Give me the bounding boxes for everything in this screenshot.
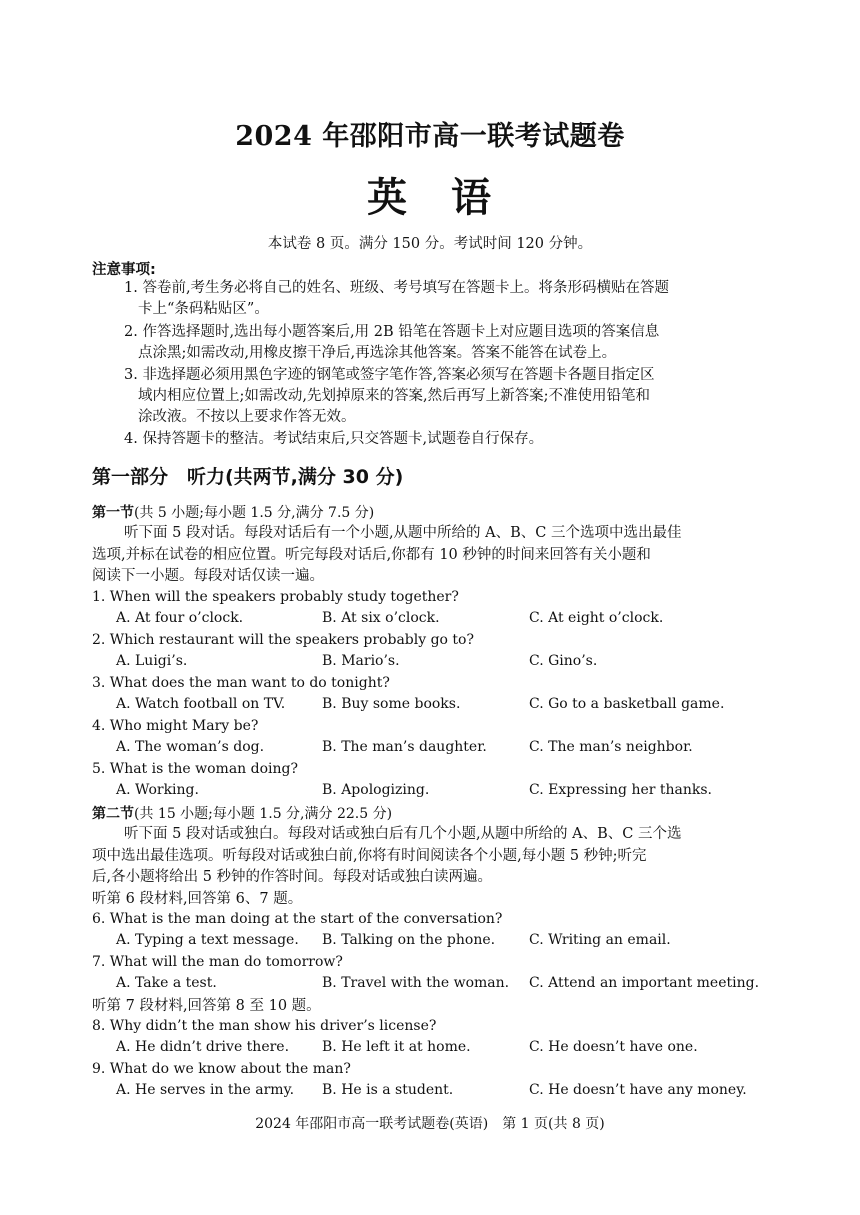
option-b: B. He is a student. [322,1082,454,1098]
section1-instruction: 选项,并标在试卷的相应位置。听完每段对话后,你都有 10 秒钟的时间来回答有关小题和 [92,547,651,563]
part1-heading: 第一部分 听力(共两节,满分 30 分) [92,466,404,488]
section1-instruction: 听下面 5 段对话。每段对话后有一个小题,从题中所给的 A、B、C 三个选项中选出最佳 [124,525,682,541]
section1-heading-rest: (共 5 小题;每小题 1.5 分,满分 7.5 分) [134,505,375,521]
option-a: A. At four o’clock. [116,610,244,626]
notice-heading: 注意事项: [92,262,156,278]
notice-line: 域内相应位置上;如需改动,先划掉原来的答案,然后再写上新答案;不准使用铅笔和 [138,388,650,404]
question-8: 8. Why didn’t the man show his driver’s license? [92,1018,437,1034]
page-footer: 2024 年邵阳市高一联考试题卷(英语) 第 1 页(共 8 页) [255,1116,605,1132]
section2-heading [92,803,392,823]
section2-heading-rest: (共 15 小题;每小题 1.5 分,满分 22.5 分) [134,806,393,822]
option-a: A. Typing a text message. [116,932,299,948]
question-2: 2. Which restaurant will the speakers probably go to? [92,632,474,648]
option-c: C. At eight o’clock. [529,610,664,626]
subject-title: 英 语 [367,174,493,221]
question-1: 1. When will the speakers probably study together? [92,589,459,605]
notice-line: 3. 非选择题必须用黑色字迹的钢笔或签字笔作答,答案必须写在答题卡各题目指定区 [124,367,655,383]
section2-heading-bold: 第二节 [92,806,134,822]
question-7: 7. What will the man do tomorrow? [92,954,343,970]
option-b: B. Buy some books. [322,696,461,712]
question-6: 6. What is the man doing at the start of the conversation? [92,911,503,927]
question-9: 9. What do we know about the man? [92,1061,351,1077]
section1-heading-bold: 第一节 [92,505,134,521]
option-c: C. He doesn’t have one. [529,1039,698,1055]
option-b: B. Talking on the phone. [322,932,496,948]
option-a: A. Working. [116,782,199,798]
notice-line: 4. 保持答题卡的整洁。考试结束后,只交答题卡,试题卷自行保存。 [124,431,544,447]
notice-line: 涂改液。不按以上要求作答无效。 [138,409,356,425]
section2-instruction: 项中选出最佳选项。听每段对话或独白前,你将有时间阅读各个小题,每小题 5 秒钟;听完 [92,848,647,864]
option-a: A. The woman’s dog. [116,739,265,755]
option-b: B. Mario’s. [322,653,400,669]
option-b: B. Travel with the woman. [322,975,510,991]
notice-line: 2. 作答选择题时,选出每小题答案后,用 2B 铅笔在答题卡上对应题目选项的答案信息 [124,324,660,340]
option-b: B. He left it at home. [322,1039,471,1055]
question-5: 5. What is the woman doing? [92,761,298,777]
option-b: B. At six o’clock. [322,610,440,626]
question-4: 4. Who might Mary be? [92,718,259,734]
option-a: A. Watch football on TV. [116,696,286,712]
notice-line: 卡上“条码粘贴区”。 [138,301,269,317]
option-a: A. Luigi’s. [116,653,188,669]
option-a: A. He serves in the army. [116,1082,295,1098]
notice-line: 点涂黑;如需改动,用橡皮擦干净后,再选涂其他答案。答案不能答在试卷上。 [138,345,617,361]
notice-line: 1. 答卷前,考生务必将自己的姓名、班级、考号填写在答题卡上。将条形码横贴在答题 [124,280,670,296]
option-b: B. The man’s daughter. [322,739,487,755]
material-6-label: 听第 6 段材料,回答第 6、7 题。 [92,891,303,907]
exam-info: 本试卷 8 页。满分 150 分。考试时间 120 分钟。 [267,236,593,252]
option-c: C. The man’s neighbor. [529,739,693,755]
option-a: A. Take a test. [116,975,217,991]
option-c: C. Expressing her thanks. [529,782,713,798]
option-c: C. Attend an important meeting. [529,975,760,991]
option-b: B. Apologizing. [322,782,430,798]
option-c: C. Go to a basketball game. [529,696,725,712]
material-7-label: 听第 7 段材料,回答第 8 至 10 题。 [92,998,321,1014]
question-3: 3. What does the man want to do tonight? [92,675,390,691]
section2-instruction: 听下面 5 段对话或独白。每段对话或独白后有几个小题,从题中所给的 A、B、C 三个选 [124,826,682,842]
page-title: 2024 年邵阳市高一联考试题卷 [235,121,625,152]
option-a: A. He didn’t drive there. [116,1039,290,1055]
option-c: C. Writing an email. [529,932,671,948]
section1-heading [92,502,374,522]
section1-instruction: 阅读下一小题。每段对话仅读一遍。 [92,568,324,584]
option-c: C. Gino’s. [529,653,598,669]
section2-instruction: 后,各小题将给出 5 秒钟的作答时间。每段对话或独白读两遍。 [92,869,493,885]
option-c: C. He doesn’t have any money. [529,1082,747,1098]
